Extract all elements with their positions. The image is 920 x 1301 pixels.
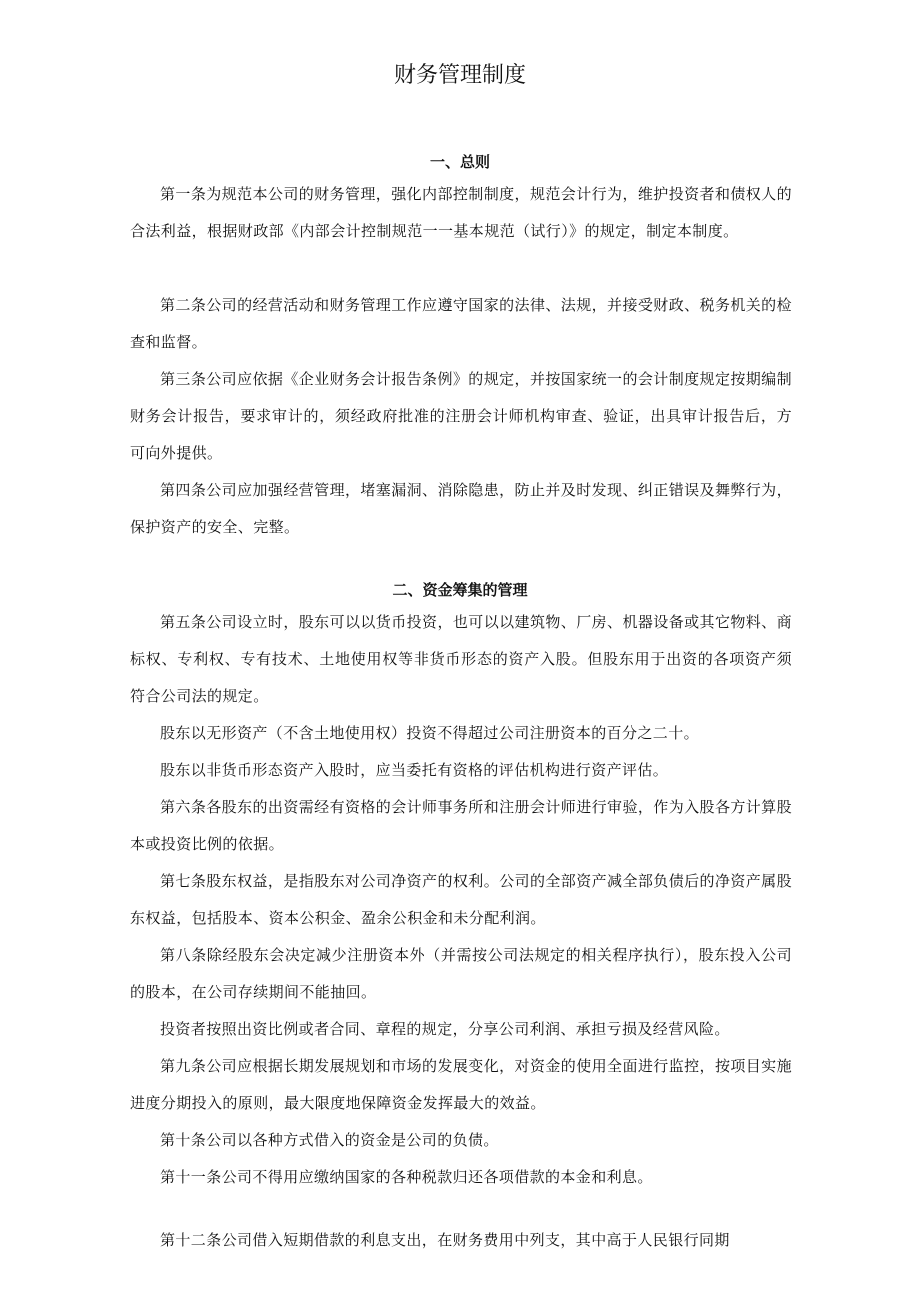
paragraph-article-12: 第十二条公司借入短期借款的利息支出，在财务费用中列支，其中高于人民银行同期	[160, 1231, 730, 1249]
paragraph-article-7: 第七条股东权益，是指股东对公司净资产的权利。公司的全部资产减全部负债后的净资产属股东权益，包括股本、资本公积金、盈余公积金和未分配利润。	[130, 872, 792, 927]
section-heading-capital-raising: 二、资金筹集的管理	[392, 581, 528, 599]
paragraph-article-9: 第九条公司应根据长期发展规划和市场的发展变化，对资金的使用全面进行监控，按项目实施进度分期投入的原则，最大限度地保障资金发挥最大的效益。	[130, 1057, 792, 1112]
section-heading-general: 一、总则	[429, 153, 490, 171]
document-title: 财务管理制度	[393, 63, 526, 88]
paragraph-intangible-assets: 股东以无形资产（不含土地使用权）投资不得超过公司注册资本的百分之二十。	[160, 724, 700, 742]
paragraph-asset-valuation: 股东以非货币形态资产入股时，应当委托有资格的评估机构进行资产评估。	[160, 761, 669, 779]
paragraph-profit-sharing: 投资者按照出资比例或者合同、章程的规定，分享公司利润、承担亏损及经营风险。	[160, 1020, 730, 1038]
paragraph-article-1: 第一条为规范本公司的财务管理，强化内部控制制度，规范会计行为，维护投资者和债权人的合法利益，根据财政部《内部会计控制规范一一基本规范（试行）》的规定，制定本制度。	[130, 185, 792, 240]
paragraph-article-5: 第五条公司设立时，股东可以以货币投资，也可以以建筑物、厂房、机器设备或其它物料、商标权、专利权、专有技术、土地使用权等非货币形态的资产入股。但股东用于出资的各项资产须符合公司法的规定。	[130, 613, 792, 705]
paragraph-article-2: 第二条公司的经营活动和财务管理工作应遵守国家的法律、法规，并接受财政、税务机关的检查和监督。	[130, 296, 792, 351]
paragraph-article-6: 第六条各股东的出资需经有资格的会计师事务所和注册会计师进行审验，作为入股各方计算股本或投资比例的依据。	[130, 798, 792, 853]
paragraph-article-10: 第十条公司以各种方式借入的资金是公司的负债。	[160, 1131, 499, 1149]
paragraph-article-8: 第八条除经股东会决定减少注册资本外（并需按公司法规定的相关程序执行），股东投入公司的股本，在公司存续期间不能抽回。	[130, 946, 792, 1001]
paragraph-article-11: 第十一条公司不得用应缴纳国家的各种税款归还各项借款的本金和利息。	[160, 1168, 653, 1186]
paragraph-article-4: 第四条公司应加强经营管理，堵塞漏洞、消除隐患，防止并及时发现、纠正错误及舞弊行为，保护资产的安全、完整。	[130, 481, 792, 536]
paragraph-article-3: 第三条公司应依据《企业财务会计报告条例》的规定，并按国家统一的会计制度规定按期编制财务会计报告，要求审计的，须经政府批准的注册会计师机构审查、验证，出具审计报告后，方可向外提供。	[130, 370, 792, 462]
